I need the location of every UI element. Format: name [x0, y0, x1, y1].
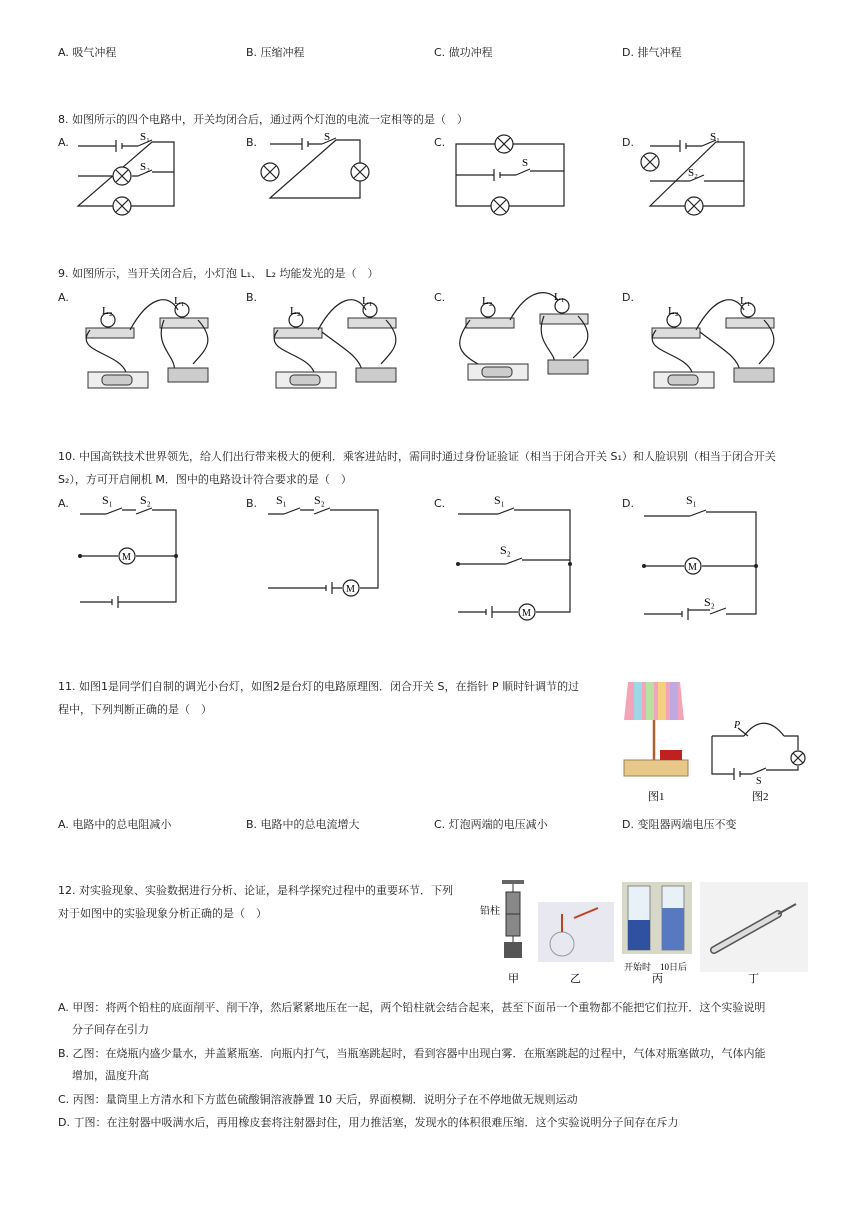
q10-label-c: C. [434, 497, 446, 510]
q11-option-c: C. 灯泡两端的电压减小 [434, 818, 548, 831]
q9-label-d: D. [622, 291, 634, 304]
q10-stem-line2: S₂），方可开启闸机 M．图中的电路设计符合要求的是（ ） [58, 473, 352, 486]
q8-circuit-d [640, 130, 750, 215]
q10-circuit-a [78, 492, 180, 610]
q9-stem: 9. 如图所示，当开关闭合后，小灯泡 L₁、 L₂ 均能发光的是（ ） [58, 267, 379, 280]
switch-label-s2: S₂ [704, 595, 715, 609]
bulb-label-l1: L₁ [174, 295, 185, 307]
q11-stem-line2: 程中，下列判断正确的是（ ） [58, 703, 212, 716]
figure-2-label: 图2 [752, 791, 769, 803]
motor-label: M [346, 584, 355, 595]
switch-label-s2: S₂ [500, 543, 511, 557]
q8-label-a: A. [58, 136, 69, 149]
q8-circuit-c [454, 130, 569, 220]
q12-option-c: C. 丙图：量筒里上方清水和下方蓝色硫酸铜溶液静置 10 天后，界面模糊．说明分子在不停地做无规则运动 [58, 1093, 578, 1106]
switch-label-s1: S₁ [710, 131, 720, 143]
fig-label-bing: 丙 [652, 973, 663, 985]
q9-label-a: A. [58, 291, 69, 304]
q9-circuit-b [266, 292, 406, 397]
q10-label-a: A. [58, 497, 69, 510]
switch-label-s1: S₁ [140, 131, 150, 143]
q9-circuit-a [78, 292, 218, 397]
q7-option-a: A. 吸气冲程 [58, 46, 117, 59]
q10-label-d: D. [622, 497, 634, 510]
q8-label-b: B. [246, 136, 258, 149]
bulb-label-l1: L₁ [362, 295, 373, 307]
q12-figure-row [478, 878, 814, 988]
q11-option-b: B. 电路中的总电流增大 [246, 818, 360, 831]
q12-option-a-line1: A. 甲图：将两个铅柱的底面削平、削干净，然后紧紧地压在一起，两个铅柱就会结合起来，甚至下面吊一个重物都不能把它们拉开．这个实验说明 [58, 1001, 766, 1014]
motor-label: M [688, 562, 697, 573]
q12-option-b-line1: B. 乙图：在烧瓶内盛少量水，并盖紧瓶塞．向瓶内打气，当瓶塞跳起时，看到容器中出现白雾．在瓶塞跳起的过程中，气体对瓶塞做功，气体内能 [58, 1047, 766, 1060]
switch-label-s1: S₁ [494, 493, 505, 507]
switch-label-s: S [324, 131, 331, 143]
q10-circuit-d [642, 490, 760, 620]
q12-option-a-line2: 分子间存在引力 [72, 1023, 149, 1036]
bulb-label-l2: L₂ [290, 305, 301, 317]
q9-circuit-c [458, 288, 598, 393]
q10-circuit-b [266, 492, 381, 600]
motor-label: M [122, 552, 131, 563]
switch-label-s: S [756, 776, 762, 787]
q8-circuit-a [76, 130, 186, 215]
switch-label-s1: S₁ [276, 493, 287, 507]
start-label: 开始时 [624, 962, 652, 972]
q8-label-d: D. [622, 136, 634, 149]
q10-circuit-c [456, 490, 574, 620]
q7-option-c: C. 做功冲程 [434, 46, 493, 59]
fig-label-jia: 甲 [508, 973, 519, 985]
q12-option-b-line2: 增加，温度升高 [72, 1069, 149, 1082]
q12-option-d: D. 丁图：在注射器中吸满水后，再用橡皮套将注射器封住，用力推活塞，发现水的体积很难压缩．这个实验说明分子间存在斥力 [58, 1116, 679, 1129]
switch-label-s2: S₂ [314, 493, 325, 507]
q8-label-c: C. [434, 136, 446, 149]
q11-option-d: D. 变阻器两端电压不变 [622, 818, 737, 831]
q12-stem-line2: 对于如图中的实验现象分析正确的是（ ） [58, 907, 267, 920]
q11-option-a: A. 电路中的总电阻减小 [58, 818, 172, 831]
q8-circuit-b [262, 130, 372, 205]
pointer-label: P [734, 720, 741, 731]
q12-stem-line1: 12. 对实验现象、实验数据进行分析、论证，是科学探究过程中的重要环节．下列 [58, 884, 453, 897]
bulb-label-l1: L₁ [740, 295, 751, 307]
bulb-label-l2: L₂ [668, 305, 679, 317]
switch-label-s2: S₂ [140, 161, 150, 173]
switch-label-s2: S₂ [688, 167, 698, 179]
switch-label-s2: S₂ [140, 493, 151, 507]
figure-1-label: 图1 [648, 791, 665, 803]
switch-label-s1: S₁ [102, 493, 113, 507]
switch-label-s: S [522, 157, 529, 169]
q10-label-b: B. [246, 497, 258, 510]
q10-stem-line1: 10. 中国高铁技术世界领先，给人们出行带来极大的便利．乘客进站时，需同时通过身份证验证（相当于闭合开关 S₁）和人脸识别（相当于闭合开关 [58, 450, 776, 463]
q9-label-c: C. [434, 291, 446, 304]
bulb-label-l2: L₂ [102, 305, 113, 317]
switch-label-s1: S₁ [686, 493, 697, 507]
q11-figure-1-lamp [620, 676, 690, 806]
q11-stem-line1: 11. 如图1是同学们自制的调光小台灯，如图2是台灯的电路原理图．闭合开关 S，在指针 P 顺时针调节的过 [58, 680, 580, 693]
q7-option-b: B. 压缩冲程 [246, 46, 305, 59]
fig-label-ding: 丁 [748, 973, 759, 985]
q8-stem: 8. 如图所示的四个电路中，开关均闭合后，通过两个灯泡的电流一定相等的是（ ） [58, 113, 468, 126]
q11-figure-2-circuit [708, 718, 808, 806]
fig-label-yi: 乙 [570, 973, 581, 985]
bulb-label-l1: L₁ [554, 291, 565, 303]
q9-label-b: B. [246, 291, 258, 304]
q9-circuit-d [644, 292, 784, 397]
after-label: 10日后 [660, 962, 688, 972]
lead-label: 铅柱 [480, 906, 500, 917]
q7-option-d: D. 排气冲程 [622, 46, 682, 59]
motor-label: M [522, 608, 531, 619]
bulb-label-l2: L₂ [482, 295, 493, 307]
